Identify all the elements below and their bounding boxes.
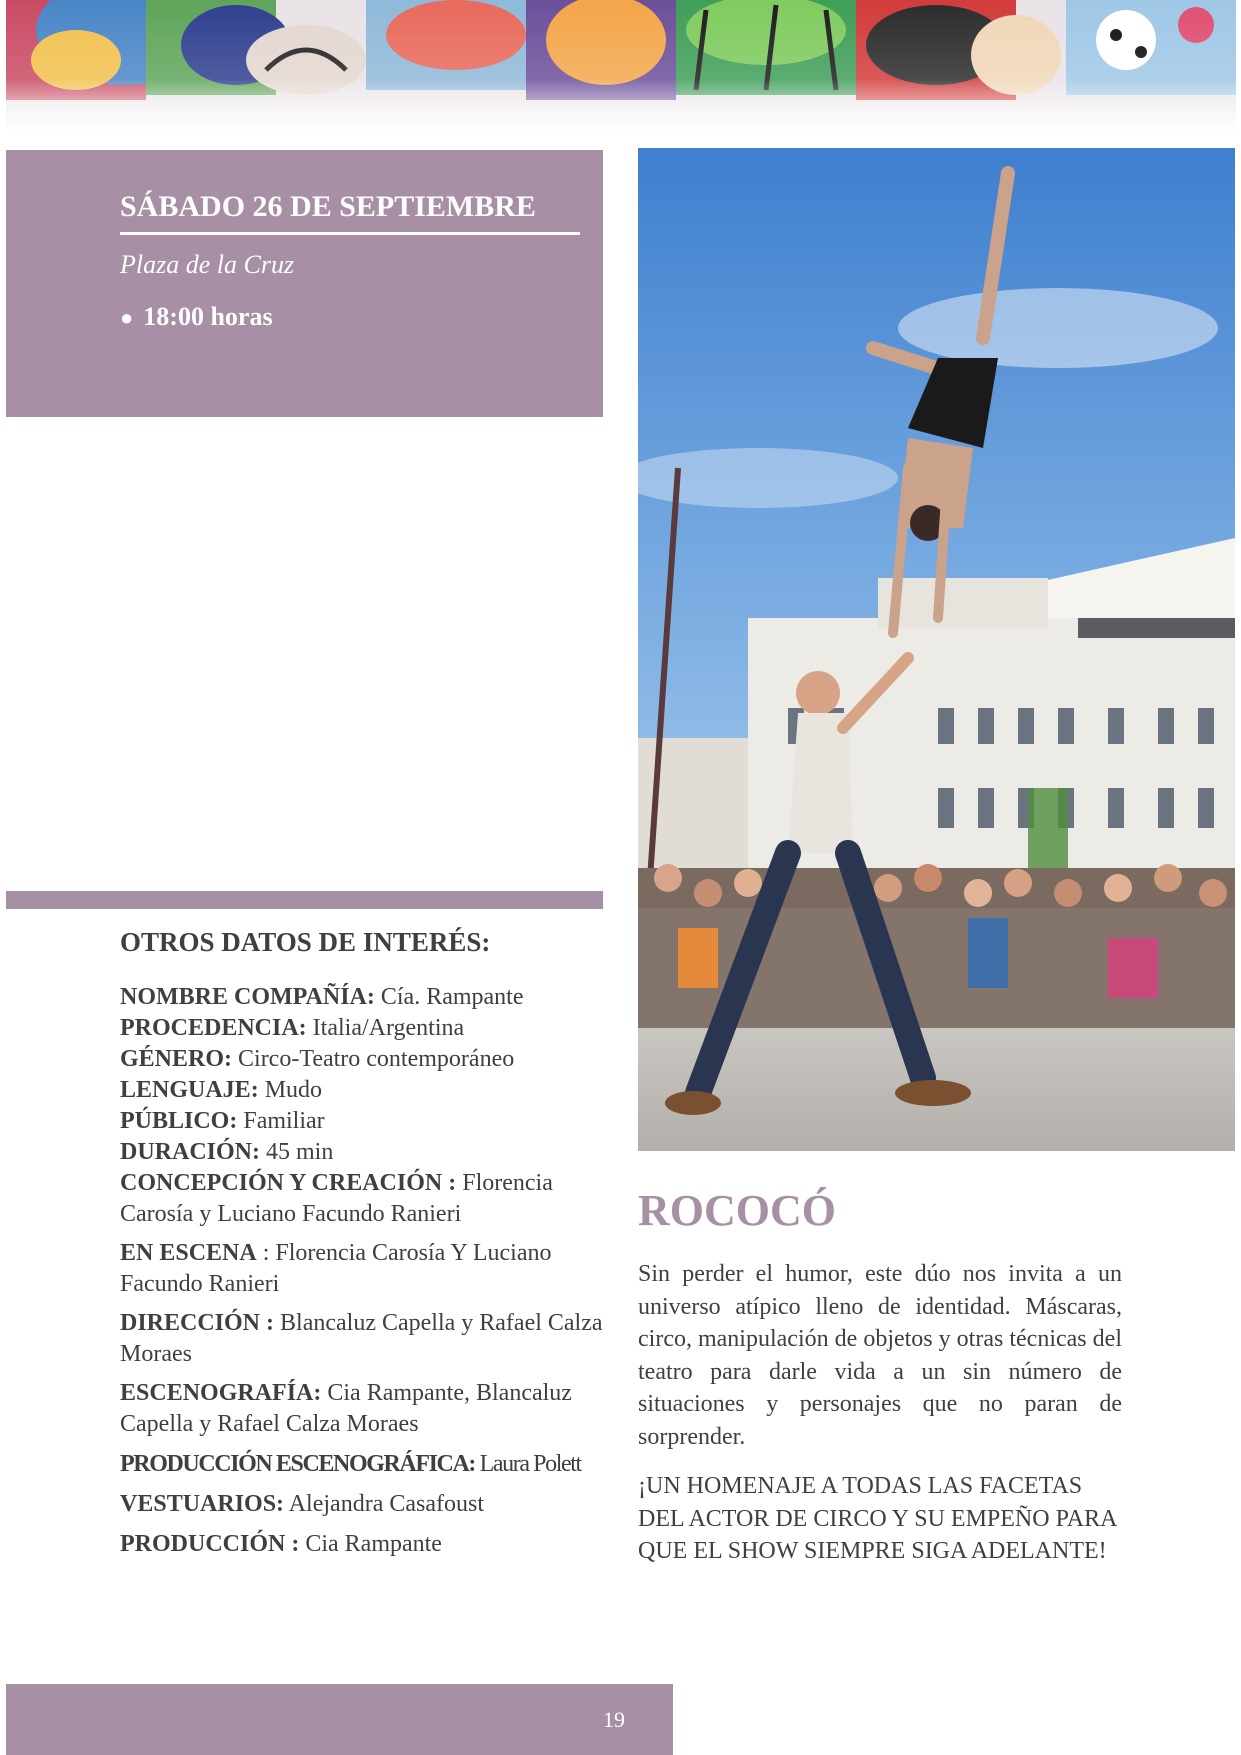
event-venue: Plaza de la Cruz (120, 250, 295, 279)
info-label: CONCEPCIÓN Y CREACIÓN : (120, 1170, 457, 1196)
info-item-audience (120, 1106, 610, 1137)
info-item-set-design (120, 1378, 610, 1440)
info-item-company (120, 982, 610, 1013)
event-time-text: 18:00 horas (143, 302, 273, 331)
info-label: DIRECCIÓN : (120, 1310, 275, 1336)
event-time (120, 302, 273, 332)
info-value: Italia/Argentina (306, 1015, 465, 1041)
info-value: Alejandra Casafoust (284, 1491, 484, 1517)
show-description: Sin perder el humor, este dúo nos invita a un universo atípico lleno de identidad. Máscaras, circo, manipulación de objetos y otras técnicas del teatro para darle vida a un sin número de situaciones y personajes que no paran de sorprender. (638, 1261, 1122, 1450)
info-label: EN ESCENA (120, 1240, 257, 1266)
info-value: Familiar (237, 1108, 325, 1134)
info-label: ESCENOGRAFÍA: (120, 1380, 322, 1406)
info-item-genre (120, 1044, 610, 1075)
info-label: PRODUCCIÓN ESCENOGRÁFICA: (120, 1451, 476, 1477)
info-item-duration (120, 1137, 610, 1168)
info-item-direction (120, 1308, 610, 1370)
banner-artwork (6, 0, 1236, 132)
page-number: 19 (603, 1707, 625, 1732)
info-value: Mudo (258, 1077, 323, 1103)
info-item-origin (120, 1013, 610, 1044)
info-label: LENGUAJE: (120, 1077, 259, 1103)
info-value: : Florencia Carosía Y Luciano Facundo Ranieri (120, 1240, 552, 1297)
info-list (120, 982, 610, 1560)
info-heading: OTROS DATOS DE INTERÉS: (120, 927, 491, 957)
info-value: Cia Rampante (299, 1531, 442, 1557)
info-label: NOMBRE COMPAÑÍA: (120, 984, 375, 1010)
info-item-cast (120, 1238, 610, 1300)
show-title: ROCOCÓ (638, 1186, 836, 1235)
info-label: PÚBLICO: (120, 1108, 238, 1134)
performance-photo (638, 148, 1235, 1151)
info-value: 45 min (260, 1139, 334, 1165)
acrobats-photo-illustration (638, 148, 1235, 1151)
info-item-set-production (120, 1449, 610, 1480)
info-value: Laura Polett (475, 1451, 581, 1477)
info-value: Cia Rampante, Blancaluz Capella y Rafael Calza Moraes (120, 1380, 572, 1437)
info-item-production (120, 1529, 610, 1560)
info-label: DURACIÓN: (120, 1139, 260, 1165)
event-date: SÁBADO 26 DE SEPTIEMBRE (120, 190, 580, 235)
footer-bar (6, 1684, 673, 1755)
info-value: Cía. Rampante (374, 984, 524, 1010)
info-item-concept (120, 1168, 610, 1230)
event-info-box (6, 150, 603, 417)
info-label: PROCEDENCIA: (120, 1015, 307, 1041)
info-item-language (120, 1075, 610, 1106)
info-value: Blancaluz Capella y Rafael Calza Moraes (120, 1310, 603, 1367)
bullet-icon: ● (120, 305, 134, 330)
info-label: PRODUCCIÓN : (120, 1531, 300, 1557)
info-label: VESTUARIOS: (120, 1491, 285, 1517)
info-value: Florencia Carosía y Luciano Facundo Ranieri (120, 1170, 553, 1227)
show-tagline: ¡UN HOMENAJE A TODAS LAS FACETAS DEL ACTOR DE CIRCO Y SU EMPEÑO PARA QUE EL SHOW SIEMPRE SIGA ADELANTE! (638, 1473, 1117, 1564)
info-item-costumes (120, 1489, 610, 1520)
info-label: GÉNERO: (120, 1046, 233, 1072)
header-banner-illustration (6, 0, 1236, 132)
section-divider (6, 891, 603, 909)
info-value: Circo-Teatro contemporáneo (232, 1046, 515, 1072)
